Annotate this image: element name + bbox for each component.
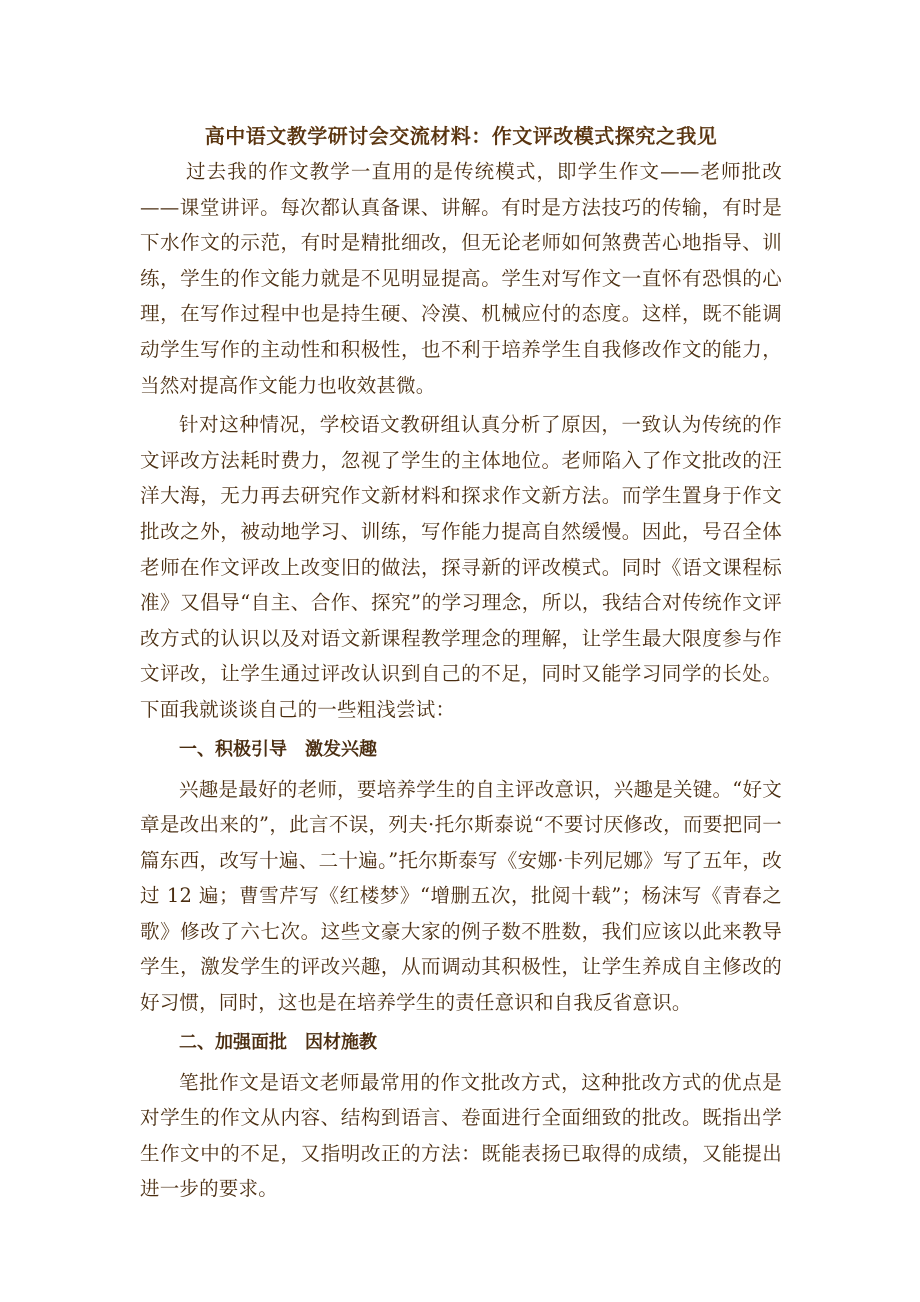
document-title: 高中语文教学研讨会交流材料：作文评改模式探究之我见 [204,124,718,148]
paragraph-background: 针对这种情况，学校语文教研组认真分析了原因，一致认为传统的作文评改方法耗时费力，忽视了学生的主体地位。老师陷入了作文批改的汪洋大海，无力再去研究作文新材料和探求作文新方法。而学生置身于作文批改之外，被动地学习、训练，写作能力提高自然缓慢。因此，号召全体老师在作文评改上改变旧的做法，探寻新的评改模式。同时《语文课程标准》又倡导“自主、合作、探究”的学习理念，所以，我结合对传统作文评改方式的认识以及对语文新课程教学理念的理解，让学生最大限度参与作文评改，让学生通过评改认识到自己的不足，同时又能学习同学的长处。下面我就谈谈自己的一些粗浅尝试： [140,413,782,721]
paragraph-section-1: 兴趣是最好的老师，要培养学生的自主评改意识，兴趣是关键。“好文章是改出来的”，此言不误，列夫·托尔斯泰说“不要讨厌修改，而要把同一篇东西，改写十遍、二十遍。”托尔斯泰写《安娜·卡列尼娜》写了五年，改过 12 遍；曹雪芹写《红楼梦》“增删五次，批阅十载”；杨沫写《青春之歌》修改了六七次。这些文豪大家的例子数不胜数，我们应该以此来教导学生，激发学生的评改兴趣，从而调动其积极性，让学生养成自主修改的好习惯，同时，这也是在培养学生的责任意识和自我反省意识。 [140,777,782,1015]
paragraph-section-2: 笔批作文是语文老师最常用的作文批改方式，这种批改方式的优点是对学生的作文从内容、结构到语言、卷面进行全面细致的批改。既指出学生作文中的不足，又指明改正的方法：既能表扬已取得的成绩，又能提出进一步的要求。 [140,1070,782,1201]
document-body [140,118,782,1211]
section-heading-1: 一、积极引导 激发兴趣 [179,738,377,760]
section-heading-2: 二、加强面批 因材施教 [179,1031,377,1053]
paragraph-intro: 过去我的作文教学一直用的是传统模式，即学生作文——老师批改——课堂讲评。每次都认真备课、讲解。有时是方法技巧的传输，有时是下水作文的示范，有时是精批细改，但无论老师如何煞费苦心地指导、训练，学生的作文能力就是不见明显提高。学生对写作文一直怀有恐惧的心理，在写作过程中也是持生硬、冷漠、机械应付的态度。这样，既不能调动学生写作的主动性和积极性，也不利于培养学生自我修改作文的能力，当然对提高作文能力也收效甚微。 [140,160,782,397]
